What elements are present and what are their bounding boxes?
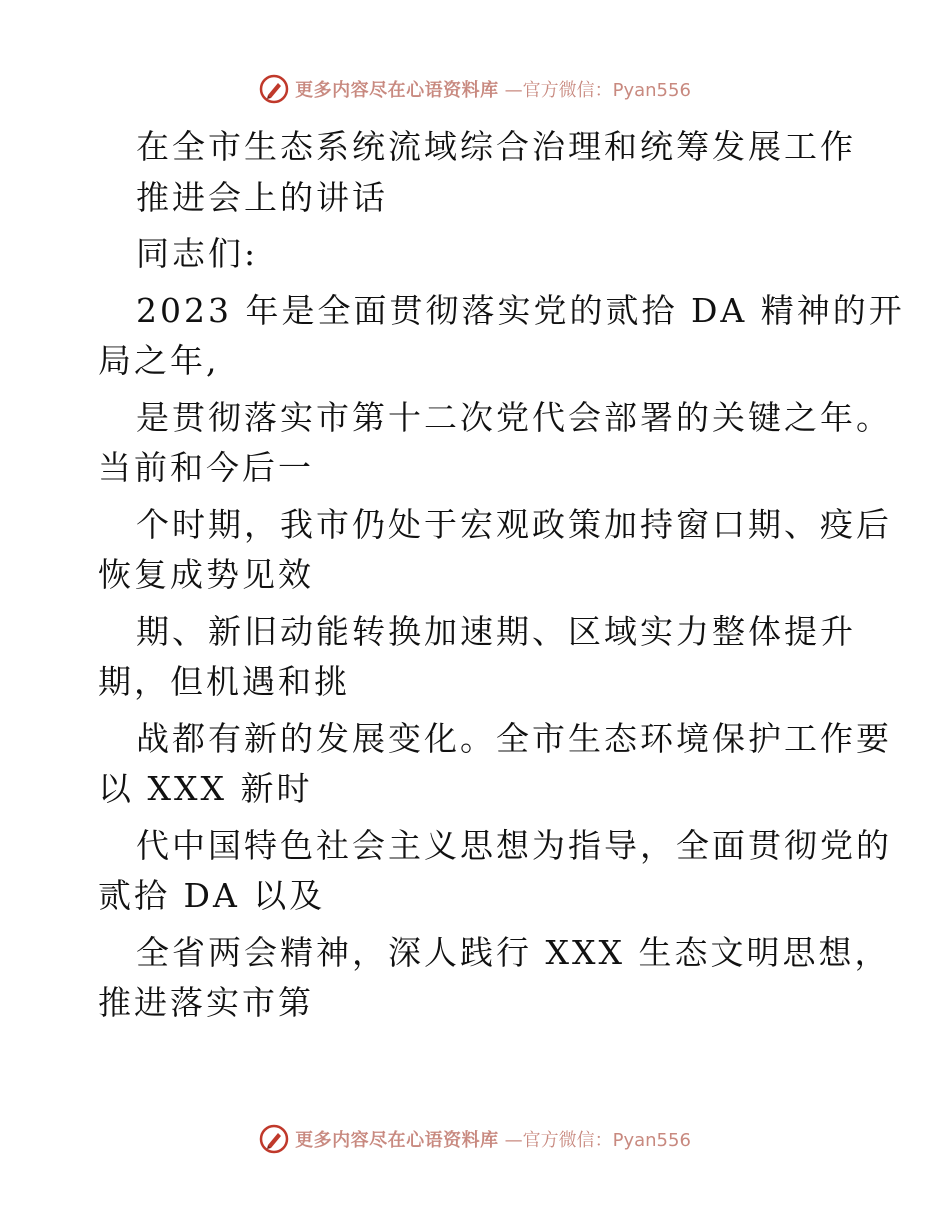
body-line: 贰拾 DA 以及 (98, 876, 326, 915)
salutation: 同志们: (136, 234, 259, 273)
footer-watermark (0, 1122, 950, 1156)
watermark-contact: —官方微信：Pyan556 (504, 1130, 691, 1151)
body-line: 是贯彻落实市第十二次党代会部署的关键之年。 (136, 397, 892, 437)
body-line: 个时期，我市仍处于宏观政策加持窗口期、疫后 (136, 504, 892, 544)
body-line: 期，但机遇和挑 (98, 662, 350, 701)
watermark-text: 更多内容尽在心语资料库 (295, 80, 499, 101)
document-body (98, 122, 905, 1029)
body-line: 2023 年是全面贯彻落实党的贰拾 DA 精神的开 (136, 290, 905, 330)
header-watermark (0, 72, 950, 106)
body-line: 代中国特色社会主义思想为指导，全面贯彻党的 (136, 825, 892, 865)
body-line: 全省两会精神，深人践行 XXX 生态文明思想， (136, 932, 891, 972)
title-line-2: 推进会上的讲话 (136, 177, 388, 217)
body-line: 局之年, (98, 341, 220, 380)
body-line: 推进落实市第 (98, 983, 314, 1022)
watermark-contact: —官方微信：Pyan556 (504, 80, 691, 101)
body-line: 当前和今后一 (98, 448, 314, 487)
title-line-1: 在全市生态系统流域综合治理和统筹发展工作 (136, 127, 856, 166)
pen-logo-icon (259, 1124, 289, 1154)
watermark-text: 更多内容尽在心语资料库 (295, 1130, 499, 1151)
body-line: 期、新旧动能转换加速期、区域实力整体提升 (136, 611, 856, 651)
body-line: 战都有新的发展变化。全市生态环境保护工作要 (136, 718, 892, 758)
pen-logo-icon (259, 74, 289, 104)
body-line: 恢复成势见效 (98, 555, 314, 594)
body-line: 以 XXX 新时 (98, 769, 313, 808)
